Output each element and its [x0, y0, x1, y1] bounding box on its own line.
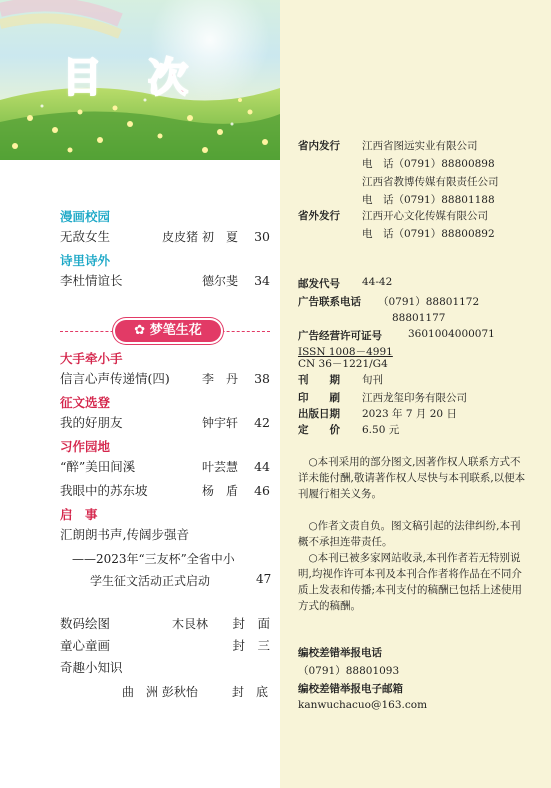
header-banner — [0, 0, 280, 160]
toc-entry[interactable] — [60, 415, 270, 431]
entry-title: 奇趣小知识 — [60, 660, 123, 675]
ad-phone-2: 88801177 — [392, 312, 446, 324]
entry-author: 曲 洲 彭秋怡 — [122, 685, 198, 699]
entry-author: 钟宇轩 — [201, 416, 238, 430]
report-phone: （0791）88801093 — [298, 665, 400, 677]
foreign-company: 江西开心文化传媒有限公司 — [362, 210, 488, 222]
flower-icon: ✿ — [134, 323, 150, 338]
entry-title: 汇朗朗书声,传阔步强音 — [60, 527, 189, 542]
entry-page: 封 底 — [232, 685, 269, 699]
entry-author: 德尔斐 — [201, 274, 238, 288]
entry-page: 34 — [254, 273, 270, 288]
domestic-distribution-label: 省内发行 — [298, 140, 340, 152]
foreign-distribution-label: 省外发行 — [298, 210, 340, 222]
toc-entry[interactable] — [60, 459, 270, 475]
entry-title: 我眼中的苏东坡 — [60, 483, 148, 498]
entry-title: 李杜情谊长 — [60, 273, 123, 288]
issn: ISSN 1008－4991 — [298, 346, 393, 358]
section-poetry: 诗里诗外 — [60, 253, 111, 268]
toc-entry[interactable] — [60, 371, 270, 387]
copyright-notice: ○本刊采用的部分图文,因著作权人联系方式不详未能付酬,敬请著作权人尽快与本刊联系,以便本刊履行相关义务。 — [298, 456, 526, 500]
entry-title: 信言心声传递情(四) — [60, 371, 170, 386]
liability-notice: ○作者文责自负。图文稿引起的法律纠纷,本刊概不承担连带责任。 — [298, 520, 521, 548]
period-value: 旬刊 — [362, 374, 383, 386]
domestic-phone-2: 电 话（0791）88801188 — [362, 194, 495, 206]
entry-subtitle: ——2023年“三友杯”全省中小 — [72, 552, 235, 566]
entry-author: 杨 盾 — [201, 484, 238, 498]
ad-phone-1: （0791）88801172 — [378, 296, 480, 308]
foreign-phone: 电 话（0791）88800892 — [362, 228, 495, 240]
toc-entry[interactable] — [60, 660, 270, 676]
entry-author: 叶芸慧 — [201, 460, 238, 474]
entry-page: 44 — [254, 459, 270, 474]
entry-page: 46 — [254, 483, 270, 498]
entry-author: 木艮林 — [171, 617, 208, 631]
domestic-phone-1: 电 话（0791）88800898 — [362, 158, 495, 170]
toc-entry[interactable] — [60, 483, 270, 499]
toc-entry[interactable] — [60, 638, 270, 654]
printer-value: 江西龙玺印务有限公司 — [362, 392, 467, 404]
report-email: kanwuchacuo@163.com — [298, 699, 428, 711]
toc-entry[interactable] — [60, 229, 270, 245]
page-title: 目 次 — [62, 55, 204, 101]
section-mentor: 大手牵小手 — [60, 351, 123, 366]
entry-title: 无敌女生 — [60, 229, 111, 244]
entry-page: 封 三 — [232, 638, 270, 653]
entry-page: 38 — [254, 371, 270, 386]
domestic-company-1: 江西省图远实业有限公司 — [362, 140, 478, 152]
toc-entry[interactable] — [60, 616, 270, 632]
section-contest: 征文选登 — [60, 395, 111, 410]
toc-entry[interactable] — [60, 527, 270, 543]
entry-page: 47 — [256, 572, 272, 586]
section-practice: 习作园地 — [60, 439, 111, 454]
period-label: 刊 期 — [298, 374, 340, 386]
pill-label: 梦笔生花 — [149, 323, 202, 338]
postal-code-label: 邮发代号 — [298, 278, 340, 290]
entry-author: 皮皮猪 初 夏 — [162, 230, 238, 244]
toc-entry[interactable] — [60, 273, 270, 289]
entry-title: “醉”美田间溪 — [60, 459, 136, 474]
price-value: 6.50 元 — [362, 424, 400, 436]
postal-code-value: 44-42 — [362, 276, 393, 288]
ad-license-value: 3601004000071 — [408, 328, 495, 340]
section-cartoon-campus: 漫画校园 — [60, 209, 111, 224]
entry-page: 30 — [254, 229, 270, 244]
ad-phone-label: 广告联系电话 — [298, 296, 361, 308]
publish-date-value: 2023 年 7 月 20 日 — [362, 408, 457, 420]
entry-subtitle: 学生征文活动正式启动 — [90, 574, 211, 588]
section-pill-banner — [115, 320, 221, 342]
entry-title: 数码绘图 — [60, 616, 111, 631]
report-email-label: 编校差错举报电子邮箱 — [298, 683, 403, 695]
section-notice: 启 事 — [60, 507, 98, 522]
entry-author: 李 丹 — [201, 372, 238, 386]
cn-number: CN 36－1221/G4 — [298, 358, 388, 370]
entry-title: 我的好朋友 — [60, 415, 123, 430]
price-label: 定 价 — [298, 424, 340, 436]
website-notice: ○本刊已被多家网站收录,本刊作者若无特别说明,均视作许可本刊及本刊合作者将作品在不同介质上发表和传播;本刊支付的稿酬已包括上述使用方式的稿酬。 — [298, 552, 523, 612]
report-phone-label: 编校差错举报电话 — [298, 647, 382, 659]
domestic-company-2: 江西省教博传媒有限责任公司 — [362, 176, 499, 188]
entry-title: 童心童画 — [60, 638, 111, 653]
entry-page: 封 面 — [232, 616, 270, 631]
ad-license-label: 广告经营许可证号 — [298, 330, 382, 342]
entry-page: 42 — [254, 415, 270, 430]
publish-date-label: 出版日期 — [298, 408, 340, 420]
printer-label: 印 刷 — [298, 392, 340, 404]
